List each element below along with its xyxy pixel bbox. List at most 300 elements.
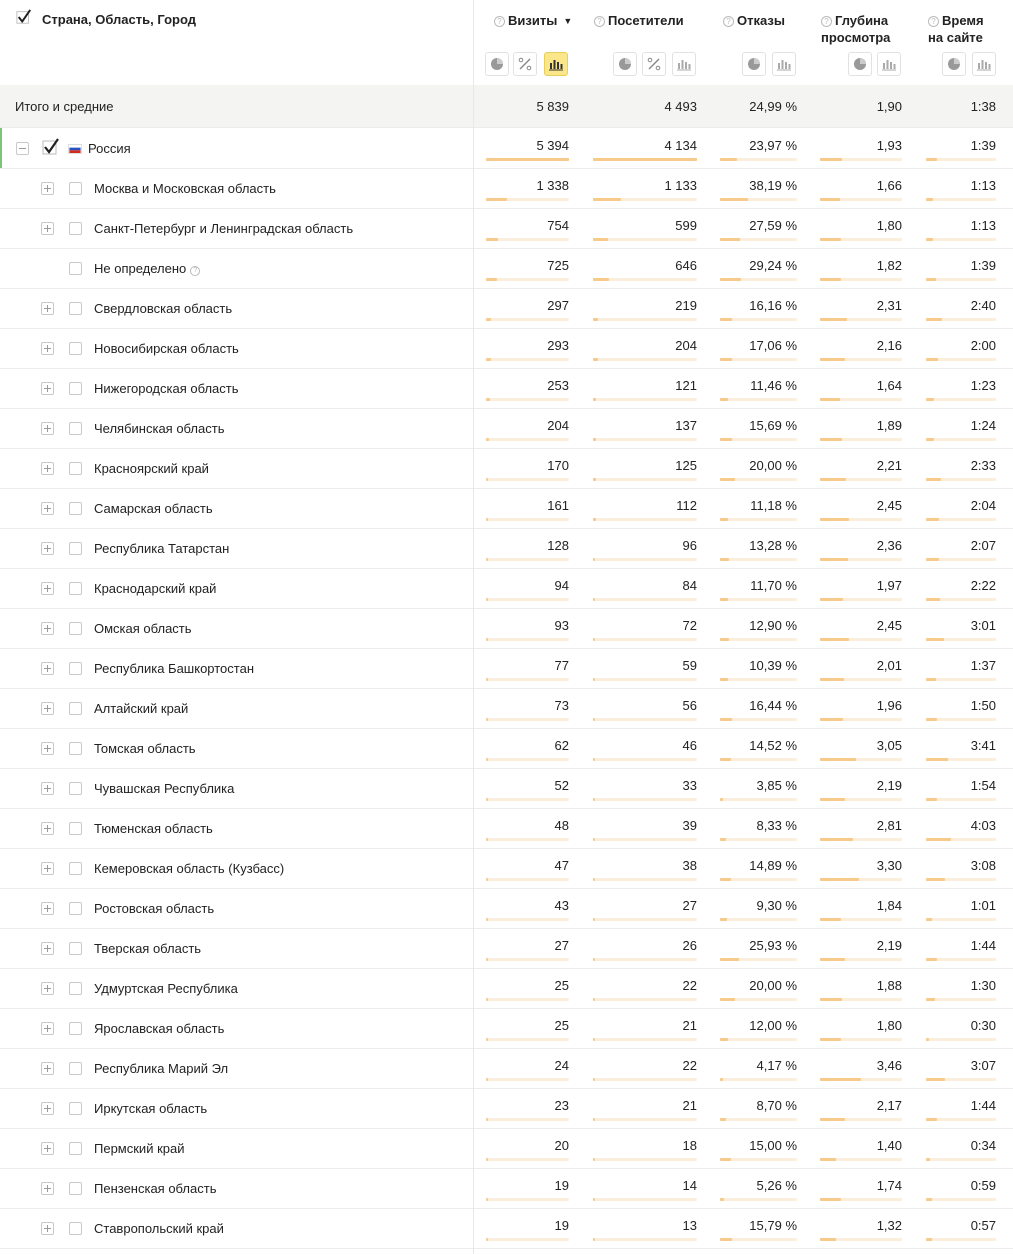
table-row[interactable] <box>0 289 1013 329</box>
visits-bar-track <box>486 358 569 361</box>
bar-chart-icon <box>882 57 896 71</box>
visitors-bar-track <box>593 1198 697 1201</box>
depth-bar-fill <box>820 478 846 481</box>
expand-button[interactable] <box>41 982 54 995</box>
time-title[interactable]: ? Время на сайте <box>928 13 984 45</box>
bounces-bar-track <box>720 278 797 281</box>
region-label[interactable]: Тверская область <box>94 941 202 956</box>
bounces-value: 8,33 % <box>756 818 797 833</box>
visitors-bar-track <box>593 358 697 361</box>
table-row[interactable] <box>0 329 1013 369</box>
region-label[interactable]: Пермский край <box>94 1141 185 1156</box>
help-icon[interactable]: ? <box>928 16 939 27</box>
table-row[interactable] <box>0 489 1013 529</box>
bounces-value: 15,69 % <box>749 418 797 433</box>
visits-bar-fill <box>486 198 507 201</box>
bounces-bar-fill <box>720 318 732 321</box>
visits-bar-track <box>486 998 569 1001</box>
time-value: 3:41 <box>970 738 996 753</box>
row-checkbox[interactable] <box>69 822 82 835</box>
region-label[interactable]: Краснодарский край <box>94 581 217 596</box>
visitors-bar-fill <box>593 1038 595 1041</box>
row-checkbox[interactable] <box>69 1022 82 1035</box>
expand-button[interactable] <box>41 1182 54 1195</box>
row-checkbox[interactable] <box>69 262 82 275</box>
row-checkbox[interactable] <box>69 742 82 755</box>
depth-bar-fill <box>820 1118 845 1121</box>
visits-value: 754 <box>547 218 569 233</box>
depth-bar-fill <box>820 838 853 841</box>
visits-value: 23 <box>554 1098 569 1113</box>
bounces-bar-fill <box>720 238 740 241</box>
expand-button[interactable] <box>41 862 54 875</box>
bounces-bar-fill <box>720 158 737 161</box>
select-all-checkbox[interactable] <box>16 9 32 25</box>
visits-value: 170 <box>547 458 569 473</box>
row-checkbox[interactable] <box>69 902 82 915</box>
row-checkbox[interactable] <box>69 542 82 555</box>
bounces-value: 12,90 % <box>749 618 797 633</box>
bounces-bar-track <box>720 638 797 641</box>
help-icon[interactable]: ? <box>723 16 734 27</box>
depth-bar-fill <box>820 798 845 801</box>
row-checkbox[interactable] <box>69 382 82 395</box>
time-bar-fill <box>926 598 940 601</box>
visitors-title[interactable]: ? Посетители <box>594 12 684 29</box>
visitors-bar-fill <box>593 398 596 401</box>
expand-button[interactable] <box>41 1102 54 1115</box>
row-checkbox[interactable] <box>69 1062 82 1075</box>
time-value: 2:07 <box>970 538 996 553</box>
visitors-bar-fill <box>593 718 595 721</box>
expand-button[interactable] <box>41 182 54 195</box>
expand-button[interactable] <box>41 1142 54 1155</box>
row-checkbox[interactable] <box>69 1142 82 1155</box>
region-label[interactable]: Свердловская область <box>94 301 233 316</box>
pie-view-button[interactable] <box>613 52 637 76</box>
expand-button[interactable] <box>41 822 54 835</box>
table-row[interactable] <box>0 569 1013 609</box>
table-row[interactable] <box>0 249 1013 289</box>
region-label[interactable]: Удмуртская Республика <box>94 981 238 996</box>
bars-view-button[interactable] <box>877 52 901 76</box>
table-row[interactable] <box>0 1089 1013 1129</box>
visitors-value: 18 <box>682 1138 697 1153</box>
expand-button[interactable] <box>41 422 54 435</box>
table-row-country[interactable] <box>0 128 1013 169</box>
expand-button[interactable] <box>41 662 54 675</box>
depth-bar-track <box>820 1038 902 1041</box>
bounces-value: 25,93 % <box>749 938 797 953</box>
table-row[interactable] <box>0 1169 1013 1209</box>
row-checkbox[interactable] <box>69 422 82 435</box>
help-icon[interactable]: ? <box>821 16 832 27</box>
region-label[interactable]: Пензенская область <box>94 1181 217 1196</box>
visits-value: 62 <box>554 738 569 753</box>
visits-bar-track <box>486 598 569 601</box>
region-label[interactable]: Республика Марий Эл <box>94 1061 229 1076</box>
visits-bar-fill <box>486 398 490 401</box>
time-value: 1:13 <box>970 178 996 193</box>
depth-value: 2,31 <box>876 298 902 313</box>
row-checkbox[interactable] <box>69 662 82 675</box>
region-label[interactable]: Не определено ? <box>94 261 203 276</box>
row-checkbox[interactable] <box>69 502 82 515</box>
table-row[interactable] <box>0 529 1013 569</box>
bounces-bar-track <box>720 398 797 401</box>
expand-button[interactable] <box>41 742 54 755</box>
visitors-bar-fill <box>593 238 608 241</box>
bounces-value: 4,17 % <box>756 1058 797 1073</box>
visits-bar-track <box>486 838 569 841</box>
visitors-bar-fill <box>593 558 595 561</box>
table-row[interactable] <box>0 969 1013 1009</box>
bounces-bar-fill <box>720 758 731 761</box>
pie-view-button[interactable] <box>848 52 872 76</box>
visits-value: 161 <box>547 498 569 513</box>
depth-bar-fill <box>820 518 849 521</box>
time-bar-fill <box>926 918 932 921</box>
time-value: 0:59 <box>970 1178 996 1193</box>
depth-bar-track <box>820 318 902 321</box>
time-bar-track <box>926 1198 996 1201</box>
table-row[interactable] <box>0 809 1013 849</box>
table-row[interactable] <box>0 929 1013 969</box>
table-row[interactable] <box>0 889 1013 929</box>
visits-bar-fill <box>486 918 488 921</box>
time-value: 2:00 <box>970 338 996 353</box>
bounces-bar-fill <box>720 398 728 401</box>
row-checkbox[interactable] <box>69 702 82 715</box>
bounces-bar-track <box>720 318 797 321</box>
expand-button[interactable] <box>41 942 54 955</box>
visitors-bar-track <box>593 318 697 321</box>
depth-bar-track <box>820 1238 902 1241</box>
depth-bar-track <box>820 358 902 361</box>
bounces-bar-track <box>720 838 797 841</box>
totals-visitors: 4 493 <box>664 99 697 114</box>
time-value: 0:30 <box>970 1018 996 1033</box>
bounces-bar-fill <box>720 878 731 881</box>
visitors-bar-fill <box>593 1078 595 1081</box>
bounces-bar-track <box>720 358 797 361</box>
expand-button[interactable] <box>41 1222 54 1235</box>
visits-bar-fill <box>486 598 488 601</box>
expand-button[interactable] <box>41 342 54 355</box>
region-label[interactable]: Санкт-Петербург и Ленинградская область <box>94 221 354 236</box>
percent-icon <box>647 57 661 71</box>
table-row[interactable] <box>0 209 1013 249</box>
bounces-value: 12,00 % <box>749 1018 797 1033</box>
visits-value: 93 <box>554 618 569 633</box>
bounces-bar-fill <box>720 598 728 601</box>
region-label[interactable]: Ставропольский край <box>94 1221 224 1236</box>
bounces-bar-track <box>720 878 797 881</box>
time-bar-track <box>926 1118 996 1121</box>
region-label[interactable]: Ярославская область <box>94 1021 225 1036</box>
expand-button[interactable] <box>41 222 54 235</box>
row-checkbox[interactable] <box>69 302 82 315</box>
bounces-bar-track <box>720 478 797 481</box>
time-value: 3:08 <box>970 858 996 873</box>
visitors-value: 112 <box>676 498 697 513</box>
bar-chart-icon <box>677 57 691 71</box>
percent-view-button[interactable] <box>513 52 537 76</box>
row-checkbox[interactable] <box>69 982 82 995</box>
table-row[interactable] <box>0 409 1013 449</box>
region-label[interactable]: Москва и Московская область <box>94 181 276 196</box>
pie-view-button[interactable] <box>942 52 966 76</box>
row-checkbox[interactable] <box>69 1102 82 1115</box>
depth-value: 2,19 <box>876 778 902 793</box>
region-label[interactable]: Алтайский край <box>94 701 189 716</box>
bounces-bar-track <box>720 718 797 721</box>
row-checkbox[interactable] <box>69 222 82 235</box>
region-label[interactable]: Кемеровская область (Кузбасс) <box>94 861 285 876</box>
visitors-bar-fill <box>593 438 596 441</box>
time-bar-fill <box>926 958 937 961</box>
region-label[interactable]: Томская область <box>94 741 196 756</box>
row-checkbox[interactable] <box>69 942 82 955</box>
row-checkbox[interactable] <box>69 862 82 875</box>
row-checkbox[interactable] <box>69 462 82 475</box>
bounces-bar-fill <box>720 798 723 801</box>
bounces-value: 11,70 % <box>750 578 797 593</box>
depth-value: 1,64 <box>876 378 902 393</box>
bounces-value: 14,89 % <box>749 858 797 873</box>
bounces-bar-track <box>720 198 797 201</box>
table-row[interactable] <box>0 609 1013 649</box>
row-checkbox[interactable] <box>69 1222 82 1235</box>
visits-bar-fill <box>486 158 569 161</box>
region-label[interactable]: Красноярский край <box>94 461 209 476</box>
dimension-title[interactable]: Страна, Область, Город <box>42 12 196 27</box>
expand-button[interactable] <box>41 1022 54 1035</box>
expand-button[interactable] <box>41 1062 54 1075</box>
pie-view-button[interactable] <box>742 52 766 76</box>
row-checkbox[interactable] <box>69 182 82 195</box>
time-value: 1:01 <box>970 898 996 913</box>
table-row[interactable] <box>0 1049 1013 1089</box>
time-bar-track <box>926 558 996 561</box>
table-row[interactable] <box>0 849 1013 889</box>
visits-value: 25 <box>554 1018 569 1033</box>
region-label[interactable]: Ростовская область <box>94 901 215 916</box>
visits-bar-fill <box>486 678 488 681</box>
visitors-bar-fill <box>593 1118 595 1121</box>
time-bar-track <box>926 998 996 1001</box>
visitors-bar-fill <box>593 1198 595 1201</box>
bounces-value: 29,24 % <box>749 258 797 273</box>
pie-chart-icon <box>947 57 961 71</box>
time-value: 0:34 <box>970 1138 996 1153</box>
region-label[interactable]: Республика Башкортостан <box>94 661 254 676</box>
depth-bar-fill <box>820 1238 836 1241</box>
pie-view-button[interactable] <box>485 52 509 76</box>
region-label[interactable]: Чувашская Республика <box>94 781 235 796</box>
bounces-bar-fill <box>720 998 735 1001</box>
depth-bar-fill <box>820 758 856 761</box>
time-bar-track <box>926 1038 996 1041</box>
depth-bar-track <box>820 718 902 721</box>
bounces-value: 15,79 % <box>749 1218 797 1233</box>
depth-bar-fill <box>820 998 842 1001</box>
region-label[interactable]: Челябинская область <box>94 421 225 436</box>
bars-view-button[interactable] <box>972 52 996 76</box>
visits-bar-fill <box>486 958 488 961</box>
percent-view-button[interactable] <box>642 52 666 76</box>
depth-bar-track <box>820 1198 902 1201</box>
visitors-bar-fill <box>593 1238 595 1241</box>
totals-depth: 1,90 <box>876 99 902 114</box>
region-label[interactable]: Республика Татарстан <box>94 541 230 556</box>
row-checkbox[interactable] <box>69 342 82 355</box>
bounces-value: 20,00 % <box>749 978 797 993</box>
depth-bar-fill <box>820 438 842 441</box>
time-bar-fill <box>926 518 939 521</box>
table-row[interactable] <box>0 169 1013 209</box>
expand-button[interactable] <box>41 542 54 555</box>
visits-bar-track <box>486 1118 569 1121</box>
visitors-value: 22 <box>682 978 697 993</box>
bars-view-button[interactable] <box>672 52 696 76</box>
visits-bar-track <box>486 1198 569 1201</box>
time-bar-track <box>926 358 996 361</box>
expand-button[interactable] <box>41 502 54 515</box>
region-label[interactable]: Новосибирская область <box>94 341 239 356</box>
expand-button[interactable] <box>41 902 54 915</box>
visits-bar-track <box>486 798 569 801</box>
depth-value: 2,45 <box>876 498 902 513</box>
depth-column-header <box>807 0 912 85</box>
percent-icon <box>518 57 532 71</box>
visitors-bar-fill <box>593 638 595 641</box>
depth-title[interactable]: ? Глубина просмотра <box>821 13 891 45</box>
visits-bar-track <box>486 158 569 161</box>
visits-value: 27 <box>554 938 569 953</box>
bounces-title[interactable]: ? Отказы <box>723 12 785 29</box>
visits-bar-track <box>486 478 569 481</box>
visitors-value: 204 <box>675 338 697 353</box>
time-value: 1:37 <box>970 658 996 673</box>
bounces-value: 14,52 % <box>749 738 797 753</box>
bounces-bar-track <box>720 558 797 561</box>
table-row[interactable] <box>0 649 1013 689</box>
visitors-bar-fill <box>593 838 595 841</box>
visits-bar-track <box>486 758 569 761</box>
time-bar-fill <box>926 1078 945 1081</box>
bounces-bar-track <box>720 678 797 681</box>
time-value: 1:39 <box>970 258 996 273</box>
expand-button[interactable] <box>41 582 54 595</box>
visitors-bar-fill <box>593 758 595 761</box>
expand-button[interactable] <box>41 302 54 315</box>
collapse-button[interactable] <box>16 142 29 155</box>
table-row[interactable] <box>0 769 1013 809</box>
visitors-bar-track <box>593 758 697 761</box>
dimension-header <box>0 0 473 85</box>
region-label[interactable]: Омская область <box>94 621 192 636</box>
depth-bar-fill <box>820 1158 836 1161</box>
row-checkbox[interactable] <box>69 622 82 635</box>
visits-bar-track <box>486 958 569 961</box>
visitors-bar-fill <box>593 998 595 1001</box>
bounces-value: 5,26 % <box>756 1178 797 1193</box>
bar-chart-icon <box>777 57 791 71</box>
row-checkbox[interactable] <box>69 1182 82 1195</box>
depth-value: 2,01 <box>876 658 902 673</box>
time-value: 2:22 <box>970 578 996 593</box>
table-row[interactable] <box>0 1129 1013 1169</box>
visits-bar-fill <box>486 1198 488 1201</box>
visits-bar-fill <box>486 1158 488 1161</box>
bars-view-button[interactable] <box>544 52 568 76</box>
time-bar-fill <box>926 838 951 841</box>
expand-button[interactable] <box>41 462 54 475</box>
help-icon[interactable]: ? <box>190 266 200 276</box>
visitors-value: 21 <box>682 1018 697 1033</box>
depth-value: 3,05 <box>876 738 902 753</box>
row-checkbox[interactable] <box>69 782 82 795</box>
table-row[interactable] <box>0 729 1013 769</box>
visits-bar-fill <box>486 438 489 441</box>
table-row[interactable] <box>0 369 1013 409</box>
depth-bar-fill <box>820 958 845 961</box>
pie-chart-icon <box>853 57 867 71</box>
visitors-bar-track <box>593 878 697 881</box>
pie-chart-icon <box>618 57 632 71</box>
visitors-value: 72 <box>682 618 697 633</box>
time-bar-track <box>926 918 996 921</box>
bounces-bar-fill <box>720 278 741 281</box>
table-row[interactable] <box>0 449 1013 489</box>
region-label[interactable]: Самарская область <box>94 501 213 516</box>
depth-bar-track <box>820 1078 902 1081</box>
depth-value: 1,32 <box>876 1218 902 1233</box>
bounces-bar-fill <box>720 198 748 201</box>
depth-value: 2,36 <box>876 538 902 553</box>
time-bar-track <box>926 1238 996 1241</box>
region-label[interactable]: Тюменская область <box>94 821 213 836</box>
table-row[interactable] <box>0 1209 1013 1249</box>
visits-title[interactable]: ? Визиты ▼ <box>494 12 572 30</box>
expand-button[interactable] <box>41 702 54 715</box>
region-label[interactable]: Нижегородская область <box>94 381 239 396</box>
visitors-bar-track <box>593 718 697 721</box>
bars-view-button[interactable] <box>772 52 796 76</box>
bounces-bar-fill <box>720 958 739 961</box>
bounces-value: 23,97 % <box>749 138 797 153</box>
row-checkbox-checked[interactable] <box>42 138 60 156</box>
table-row[interactable] <box>0 1009 1013 1049</box>
table-row[interactable] <box>0 689 1013 729</box>
region-label[interactable]: Иркутская область <box>94 1101 208 1116</box>
visitors-bar-track <box>593 798 697 801</box>
row-checkbox[interactable] <box>69 582 82 595</box>
bounces-bar-track <box>720 1078 797 1081</box>
visitors-bar-track <box>593 1158 697 1161</box>
visits-value: 297 <box>547 298 569 313</box>
visits-bar-fill <box>486 278 497 281</box>
visits-bar-track <box>486 518 569 521</box>
help-icon[interactable]: ? <box>594 16 605 27</box>
help-icon[interactable]: ? <box>494 16 505 27</box>
expand-button[interactable] <box>41 622 54 635</box>
expand-button[interactable] <box>41 782 54 795</box>
time-bar-track <box>926 598 996 601</box>
time-bar-fill <box>926 718 937 721</box>
expand-button[interactable] <box>41 382 54 395</box>
